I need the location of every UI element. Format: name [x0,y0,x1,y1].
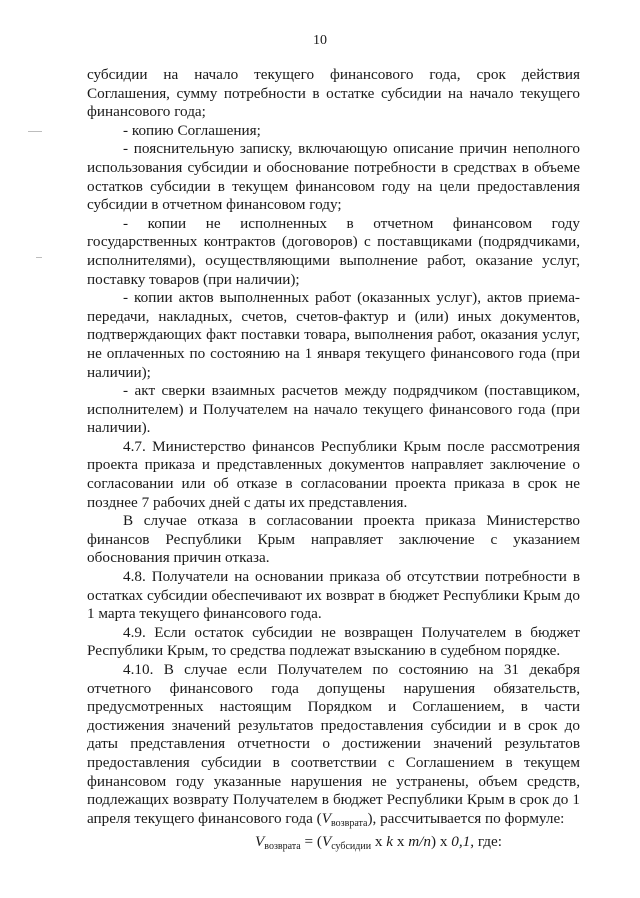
formula-eq: = ( [300,833,322,851]
formula-k: k [386,833,394,851]
formula-x2: x [393,833,409,851]
formula-mn: m/n [408,833,431,851]
scan-artifact [36,257,42,258]
paragraph-4-10-text: 4.10. В случае если Получателем по состоянию на 31 декабря отчетного финансового года допущены нарушения обязательств, предусмотренных настоящим Порядком и Соглашением, в части достижения значений результатов предоставления субсидии и в срок до даты представления отчетности о достижении значений результатов предоставления субсидии в соответствии с Соглашением в текущем финансовом году указанные нарушения не устранены, объем средств, подлежащих возврату Получателем в бюджет Республики Крым в срок до 1 апреля текущего финансового года ( [87,661,580,827]
paragraph-4-10-tail: ), рассчитывается по формуле: [367,809,565,827]
formula-coef: 0,1 [451,833,471,851]
paragraph-4-10 [87,661,580,833]
formula-x3: x [436,833,452,851]
document-body [87,66,580,857]
list-item-reconciliation-act: - акт сверки взаимных расчетов между подрядчиком (поставщиком, исполнителем) и Получателем на начало текущего финансового года (при наличии). [87,382,580,437]
paragraph-4-7: 4.7. Министерство финансов Республики Крым после рассмотрения проекта приказа и представленных документов направляет заключение о согласовании или об отказе в согласовании проекта приказа в срок не позднее 7 рабочих дней с даты их представления. [87,437,580,511]
paragraph: субсидии на начало текущего финансового года, срок действия Соглашения, сумму потребности в остатке субсидии на начало текущего финансового года; [87,66,580,121]
v-symbol: V [321,809,331,827]
list-item-agreement-copy: - копию Соглашения; [123,121,261,139]
paragraph-4-8: 4.8. Получатели на основании приказа об отсутствии потребности в остатках субсидии обеспечивают их возврат в бюджет Республики Крым до 1 марта текущего финансового года. [87,568,580,623]
list-item-explanatory-note: - пояснительную записку, включающую описание причин неполного использования субсидии и обоснование потребности в средствах в объеме остатков субсидии в текущем финансовом году на цели предоставления субсидии в отчетном финансовом году; [87,140,580,214]
page-number: 10 [313,33,327,48]
formula-close: ) [430,833,437,851]
scan-artifact [28,131,42,132]
formula-lhs-sub: возврата [264,841,301,853]
paragraph-refusal: В случае отказа в согласовании проекта приказа Министерство финансов Республики Крым направляет заключение с указанием обоснования причин отказа. [87,512,580,567]
list-item-contract-copies: - копии не исполненных в отчетном финансовом году государственных контрактов (договоров) с поставщиками (подрядчиками, исполнителями), осуществляющими выполнение работ, оказание услуг, поставку товаров (при наличии); [87,214,580,288]
v-subscript: возврата [331,817,368,829]
formula-x1: x [371,833,387,851]
paragraph-4-9: 4.9. Если остаток субсидии не возвращен Получателем в бюджет Республики Крым, то средства подлежат взысканию в судебном порядке. [87,623,580,660]
formula [87,833,580,857]
formula-lhs: V [255,833,265,851]
formula-v2: V [321,833,332,851]
list-item-acts-copies: - копии актов выполненных работ (оказанных услуг), актов приема-передачи, накладных, счетов, счетов-фактур и (или) иных документов, подтверждающих факт поставки товара, выполнения работ, оказания услуг, не оплаченных по состоянию на 1 января текущего финансового года (при наличии); [87,289,580,381]
formula-tail: , где: [470,833,502,851]
formula-v2-sub: субсидии [331,841,372,853]
